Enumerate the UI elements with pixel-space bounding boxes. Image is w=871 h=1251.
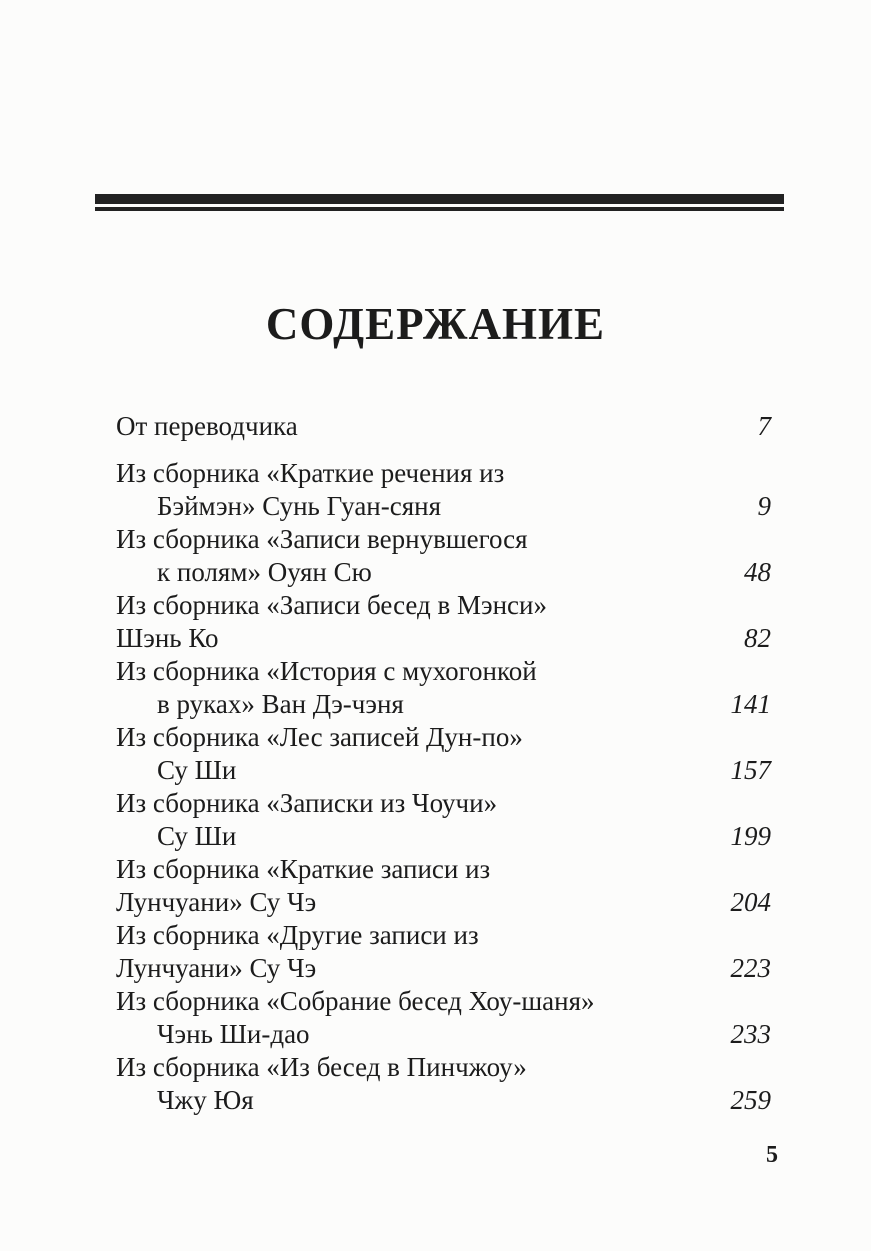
toc-entry	[116, 787, 771, 853]
toc-entry	[116, 410, 771, 443]
toc-entry-page: 223	[730, 953, 771, 983]
toc-entry-subtitle: Чэнь Ши-дао	[157, 1019, 310, 1049]
header-rule-thin	[95, 207, 784, 211]
toc-entry	[116, 985, 771, 1051]
toc-entry-page: 199	[730, 821, 771, 851]
toc-entry-subtitle: Бэймэн» Сунь Гуан-сяня	[157, 491, 442, 521]
toc-entry-subtitle: в руках» Ван Дэ-чэня	[157, 689, 404, 719]
table-of-contents	[116, 410, 771, 1117]
toc-entry-title: Из сборника «Другие записи из	[116, 920, 479, 950]
toc-entry-title: Из сборника «Лес записей Дун-по»	[116, 722, 523, 752]
toc-entry-page: 7	[757, 411, 771, 441]
toc-entry-page: 233	[730, 1019, 771, 1049]
header-rule-thick	[95, 194, 784, 204]
toc-entry-title: Из сборника «Краткие речения из	[116, 458, 505, 488]
toc-entry-subtitle: Шэнь Ко	[116, 623, 219, 653]
toc-entry	[116, 457, 771, 523]
toc-entry	[116, 655, 771, 721]
toc-entry-title: Из сборника «Записки из Чоучи»	[116, 788, 498, 818]
toc-entry-title: Из сборника «История с мухогонкой	[116, 656, 537, 686]
toc-entry	[116, 1051, 771, 1117]
toc-entry-page: 141	[730, 689, 771, 719]
toc-entry	[116, 919, 771, 985]
toc-entry-subtitle: Чжу Юя	[157, 1085, 254, 1115]
toc-entry-page: 259	[730, 1085, 771, 1115]
toc-entry-title: Из сборника «Записи бесед в Мэнси»	[116, 590, 547, 620]
toc-entry-title: Из сборника «Из бесед в Пинчжоу»	[116, 1052, 527, 1082]
toc-entry-page: 82	[744, 623, 771, 653]
toc-entry-subtitle: к полям» Оуян Сю	[157, 557, 372, 587]
toc-entry-page: 9	[757, 491, 771, 521]
toc-entry-page: 48	[744, 557, 771, 587]
toc-entry	[116, 523, 771, 589]
toc-entry-title: От переводчика	[116, 411, 298, 441]
toc-entry-subtitle: Су Ши	[157, 755, 237, 785]
page-title: СОДЕРЖАНИЕ	[265, 299, 606, 349]
toc-entry-subtitle: Лунчуани» Су Чэ	[116, 953, 317, 983]
toc-entry-subtitle: Су Ши	[157, 821, 237, 851]
toc-entry-page: 204	[730, 887, 771, 917]
toc-entry-page: 157	[730, 755, 771, 785]
toc-entry	[116, 853, 771, 919]
toc-entry-title: Из сборника «Записи вернувшегося	[116, 524, 528, 554]
toc-entry	[116, 589, 771, 655]
toc-entry	[116, 721, 771, 787]
toc-entry-subtitle: Лунчуани» Су Чэ	[116, 887, 317, 917]
page-number: 5	[766, 1142, 778, 1168]
toc-entry-title: Из сборника «Собрание бесед Хоу-шаня»	[116, 986, 595, 1016]
toc-entry-title: Из сборника «Краткие записи из	[116, 854, 491, 884]
